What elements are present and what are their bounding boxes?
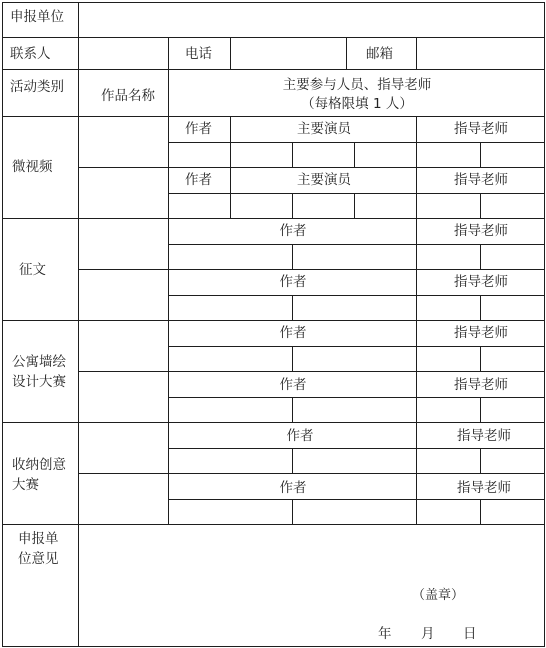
grid-line — [2, 646, 545, 647]
author-label: 作者 — [185, 121, 212, 137]
grid-line — [78, 371, 169, 372]
grid-line — [416, 37, 417, 70]
contact-label: 联系人 — [10, 46, 51, 62]
grid-line — [168, 448, 545, 449]
grid-line — [168, 142, 545, 143]
grid-line — [544, 2, 545, 647]
grid-line — [230, 116, 231, 168]
author-label: 作者 — [279, 274, 307, 290]
grid-line — [168, 295, 545, 296]
grid-line — [168, 499, 545, 500]
grid-line — [416, 371, 417, 423]
grid-line — [2, 2, 545, 3]
grid-line — [78, 2, 79, 647]
grid-line — [168, 269, 545, 270]
category-storage-line2: 大赛 — [12, 477, 39, 493]
grid-line — [292, 193, 293, 219]
author-label: 作者 — [286, 428, 314, 444]
opinion-label-line2: 位意见 — [18, 551, 59, 567]
participants-label: 主要参与人员、指导老师 — [282, 77, 432, 93]
author-label: 作者 — [185, 172, 212, 188]
date-day: 日 — [463, 626, 477, 642]
grid-line — [2, 524, 545, 525]
grid-line — [416, 422, 417, 474]
grid-line — [416, 167, 417, 219]
grid-line — [168, 193, 545, 194]
grid-line — [230, 167, 231, 219]
grid-line — [230, 37, 231, 70]
actors-label: 主要演员 — [297, 121, 351, 137]
grid-line — [480, 244, 481, 270]
grid-line — [2, 2, 3, 647]
grid-line — [480, 193, 481, 219]
grid-line — [292, 295, 293, 321]
grid-line — [168, 371, 545, 372]
grid-line — [78, 269, 169, 270]
grid-line — [168, 473, 545, 474]
grid-line — [168, 244, 545, 245]
grid-line — [2, 69, 545, 70]
advisor-label: 指导老师 — [454, 325, 508, 341]
category-essay: 征文 — [19, 262, 46, 278]
advisor-label: 指导老师 — [454, 377, 508, 393]
advisor-label: 指导老师 — [457, 428, 511, 444]
grid-line — [2, 422, 545, 423]
grid-line — [480, 142, 481, 168]
org-label: 申报单位 — [10, 9, 64, 25]
date-year: 年 — [378, 626, 392, 642]
grid-line — [168, 69, 169, 117]
email-label: 邮箱 — [366, 46, 393, 62]
grid-line — [168, 397, 545, 398]
opinion-label-line1: 申报单 — [18, 531, 59, 547]
category-mural-line1: 公寓墙绘 — [12, 354, 66, 370]
grid-line — [354, 193, 355, 219]
grid-line — [2, 320, 545, 321]
stamp-label: （盖章） — [412, 588, 465, 603]
grid-line — [78, 473, 169, 474]
grid-line — [168, 167, 545, 168]
grid-line — [480, 346, 481, 372]
author-label: 作者 — [279, 480, 307, 496]
work-name-label: 作品名称 — [101, 88, 155, 104]
author-label: 作者 — [279, 325, 307, 341]
phone-label: 电话 — [185, 46, 212, 62]
grid-line — [2, 37, 545, 38]
grid-line — [2, 116, 545, 117]
grid-line — [78, 167, 169, 168]
grid-line — [480, 448, 481, 474]
grid-line — [416, 116, 417, 168]
grid-line — [168, 346, 545, 347]
grid-line — [416, 269, 417, 321]
grid-line — [292, 397, 293, 423]
participants-note: （每格限填 1 人） — [301, 96, 413, 112]
grid-line — [480, 397, 481, 423]
grid-line — [292, 448, 293, 474]
grid-line — [480, 295, 481, 321]
grid-line — [292, 346, 293, 372]
category-storage-line1: 收纳创意 — [12, 457, 66, 473]
advisor-label: 指导老师 — [454, 121, 508, 137]
grid-line — [292, 244, 293, 270]
date-month: 月 — [421, 626, 435, 642]
grid-line — [416, 473, 417, 525]
advisor-label: 指导老师 — [454, 274, 508, 290]
grid-line — [292, 499, 293, 525]
grid-line — [292, 142, 293, 168]
grid-line — [480, 499, 481, 525]
category-micro-video: 微视频 — [12, 159, 53, 175]
author-label: 作者 — [279, 377, 307, 393]
advisor-label: 指导老师 — [454, 172, 508, 188]
category-label: 活动类别 — [10, 79, 64, 95]
grid-line — [2, 218, 545, 219]
grid-line — [416, 218, 417, 270]
grid-line — [168, 37, 169, 70]
author-label: 作者 — [279, 223, 307, 239]
category-mural-line2: 设计大赛 — [12, 374, 66, 390]
grid-line — [416, 320, 417, 372]
advisor-label: 指导老师 — [454, 223, 508, 239]
advisor-label: 指导老师 — [457, 480, 511, 496]
grid-line — [354, 142, 355, 168]
grid-line — [346, 37, 347, 70]
actors-label: 主要演员 — [297, 172, 351, 188]
